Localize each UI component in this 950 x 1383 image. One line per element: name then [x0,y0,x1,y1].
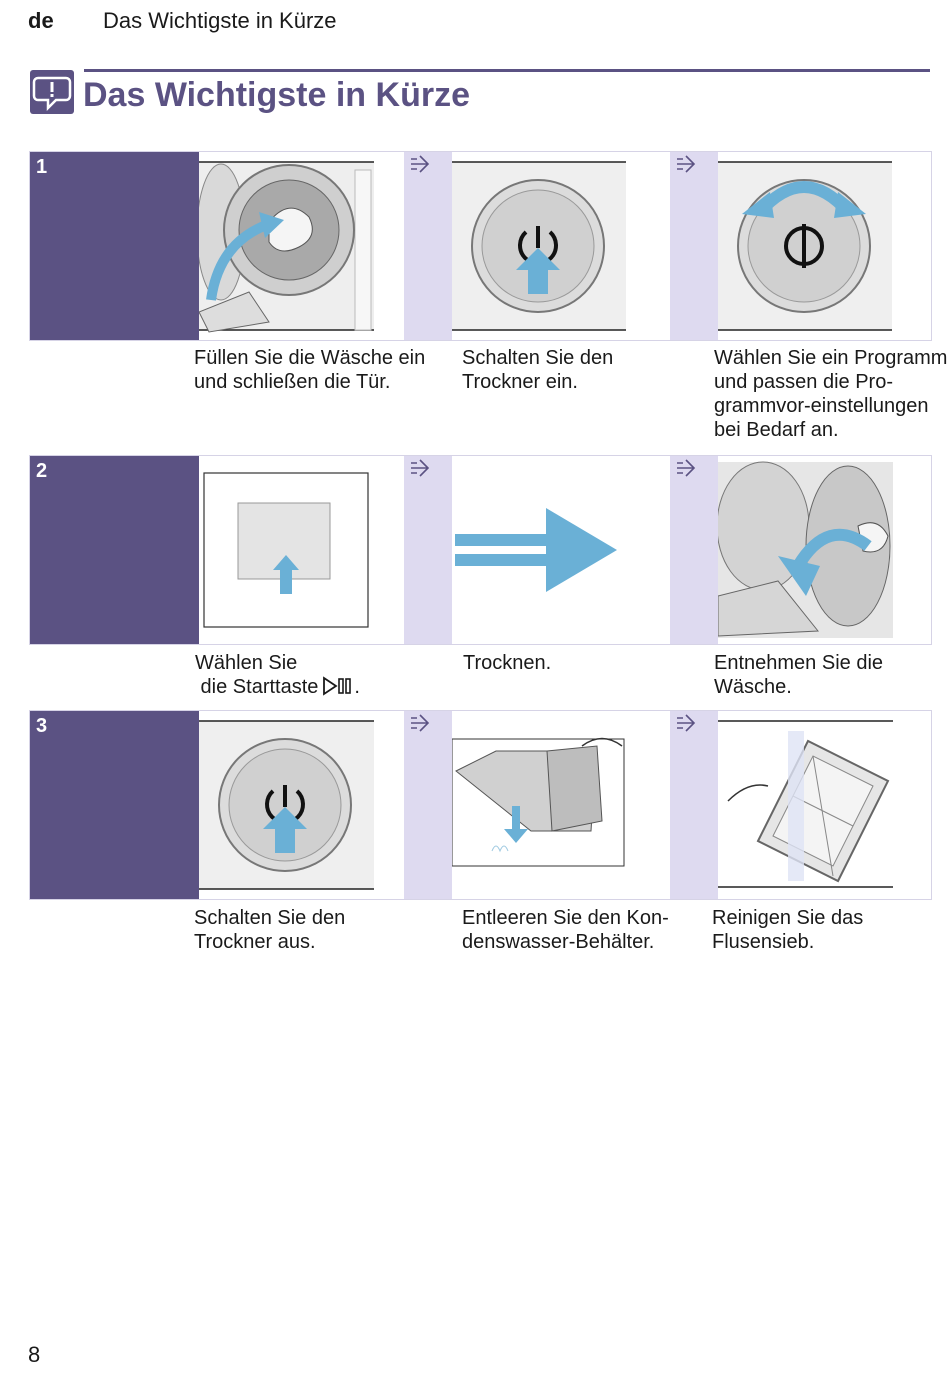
step-row-1 [29,151,932,341]
step-row-3 [29,710,932,900]
step-caption: Schalten Sie den Trockner aus. [194,907,346,953]
info-speech-icon [30,70,74,114]
step-number: 2 [36,460,48,482]
page-title: Das Wichtigste in Kürze [83,76,470,114]
step-separator [670,711,718,899]
arrow-right-icon [674,152,698,176]
illustration-unload-laundry [718,456,931,644]
illustration-power-on [452,152,670,340]
step-number-cell [30,152,199,340]
step-caption: Entnehmen Sie die Wäsche. [714,652,884,698]
illustration-empty-condensate-container [452,711,670,899]
step-caption: Füllen Sie die Wäsche ein und schließen die Tür. [194,347,426,393]
step-row-2 [29,455,932,645]
arrow-right-icon [674,456,698,480]
step-number-cell [30,456,199,644]
step-separator [404,152,452,340]
step-number: 1 [36,156,48,178]
illustration-load-laundry [199,152,404,340]
step-separator [404,711,452,899]
step-caption: Trocknen. [463,652,552,674]
step-number-cell [30,711,199,899]
language-label: de [28,8,54,33]
illustration-select-program [718,152,931,340]
arrow-right-icon [408,152,432,176]
running-header-title: Das Wichtigste in Kürze [103,8,337,33]
illustration-start-button [199,456,404,644]
step-caption: Wählen Sie ein Programm und passen die Pro- grammvor-einstellungen bei Bedarf an. [714,347,948,441]
arrow-right-icon [408,711,432,735]
arrow-right-icon [408,456,432,480]
illustration-clean-lint-filter [718,711,931,899]
step-caption: Reinigen Sie das Flusensieb. [712,907,864,953]
title-rule [84,69,930,72]
start-pause-icon [322,676,354,696]
step-caption: Wählen Sie die Starttaste . [195,652,360,698]
step-caption: Schalten Sie den Trockner ein. [462,347,614,393]
arrow-right-icon [674,711,698,735]
step-separator [670,152,718,340]
step-caption: Entleeren Sie den Kon- denswasser-Behälter. [462,907,669,953]
illustration-power-off [199,711,404,899]
step-separator [670,456,718,644]
illustration-drying [452,456,670,644]
page-number: 8 [28,1342,41,1367]
step-number: 3 [36,715,48,737]
step-separator [404,456,452,644]
